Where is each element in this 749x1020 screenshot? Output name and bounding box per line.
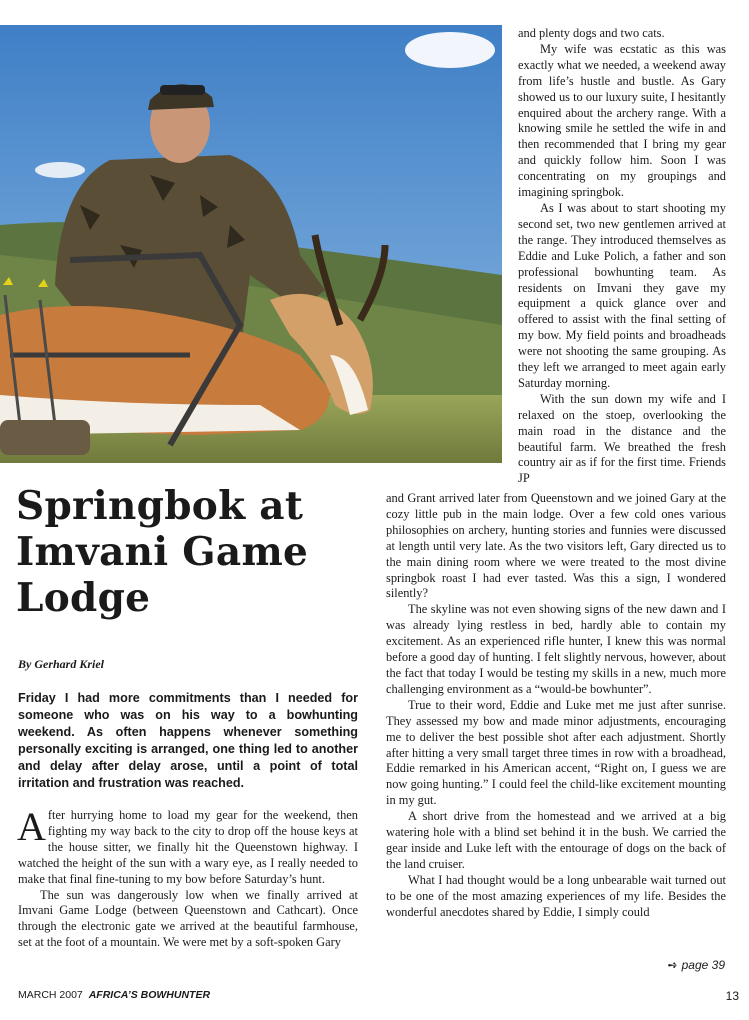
continued-marker xyxy=(668,958,725,972)
byline: By Gerhard Kriel xyxy=(18,657,105,671)
paragraph: The skyline was not even showing signs of the new dawn and I was already lying restless in bed, hardly able to contain my excitement. As an experienced rifle hunter, I knew this was normal before a good day of hunting. I felt slightly nervous, however, about the fact that today I would be testing my skills in a new, much more challenging environment as a “would-be bowhunter”. xyxy=(386,602,726,696)
paragraph: With the sun down my wife and I relaxed on the stoep, overlooking the main road in the distance and the beautiful farm. We breathed the fresh country air as if for the first time. Friends JP xyxy=(518,391,726,486)
paragraph: What I had thought would be a long unbearable wait turned out to be one of the most amazing experiences of my life. Besides the wonderful anecdotes shared by Eddie, I simply could xyxy=(386,872,726,919)
paragraph: As I was about to start shooting my second set, two new gentlemen arrived at the range. They introduced themselves as Eddie and Luke Polich, a father and son professional bowhunting team. As residents on Imvani they gave my equipment a quick glance over and offered to assist with the final setting of my bow. My field points and broadheads were not shooting the same grouping. As they left we arranged to meet again early Saturday morning. xyxy=(518,200,726,390)
hero-photo xyxy=(0,25,502,463)
column-right-bottom xyxy=(386,491,726,920)
paragraph: True to their word, Eddie and Luke met me just after sunrise. They assessed my bow and made minor adjustments, encouraging me to deliver the best possible shot after each adjustment. Shortly after hitting a very small target three times in row with a broadhead, Eddie remarked in his American accent, “Right on, I guess we are now going hunting.” I could feel the child-like excitement mounting in my gut. xyxy=(386,697,726,808)
drop-cap: A xyxy=(17,804,46,849)
column-right-top xyxy=(518,26,726,487)
footer-masthead xyxy=(18,989,210,1001)
magazine-name: AFRICA’S BOWHUNTER xyxy=(88,989,211,1001)
article-title: Springbok at Imvani Game Lodge xyxy=(16,483,309,621)
cloud xyxy=(405,32,495,68)
paragraph: and plenty dogs and two cats. xyxy=(518,26,665,40)
issue-date: MARCH 2007 xyxy=(18,989,83,1001)
column-left xyxy=(17,804,358,951)
hunter-springbok-photo xyxy=(0,25,502,463)
page-number: 13 xyxy=(725,989,739,1003)
continued-page: page 39 xyxy=(681,958,725,972)
paragraph: My wife was ecstatic as this was exactly what we needed, a weekend away from life’s hustle and bustle. As Gary showed us to our luxury suite, I hesitantly enquired about the archery range. With a knowing smile he settled the wife in and then recommended that I bring my gear and quickly follow him. Soon I was concentrating on my groupings and imagining springbok. xyxy=(518,41,726,200)
paragraph: The sun was dangerously low when we finally arrived at Imvani Game Lodge (between Queenstown and Cathcart). Once through the electronic gate we arrived at the beautiful farmhouse, set at the foot of a mountain. We were met by a soft-spoken Gary xyxy=(18,887,358,950)
arrow-swoosh-icon: ➺ xyxy=(667,958,678,972)
paragraph: A short drive from the homestead and we arrived at a big watering hole with a blind set behind it in the bush. We carried the gear inside and Luke left with the entourage of dogs on the back of the land cruiser. xyxy=(386,809,726,871)
quiver xyxy=(0,420,90,455)
paragraph: After hurrying home to load my gear for the weekend, then fighting my way back to the city to drop off the house keys at the house sitter, we finally hit the Queenstown highway. I watched the height of the sun with a wary eye, as I really needed to make that final fine-tuning to my bow before Saturday’s hunt. xyxy=(17,804,358,886)
intro-paragraph: Friday I had more commitments than I needed for someone who was on his way to a bowhunting weekend. As often happens whenever something personally exciting is arranged, one thing led to another and delay after delay arose, until a point of total irritation and frustration was reached. xyxy=(18,691,358,790)
paragraph: and Grant arrived later from Queenstown and we joined Gary at the cozy little pub in the main lodge. Over a few cold ones various philosophies on archery, hunting stories and funnies were discussed at length until very late. As the two visitors left, Gary directed us to the main dining room where we were treated to the most divine springbok roast I had ever tasted. Was this a sign, I wondered silently? xyxy=(386,491,726,601)
